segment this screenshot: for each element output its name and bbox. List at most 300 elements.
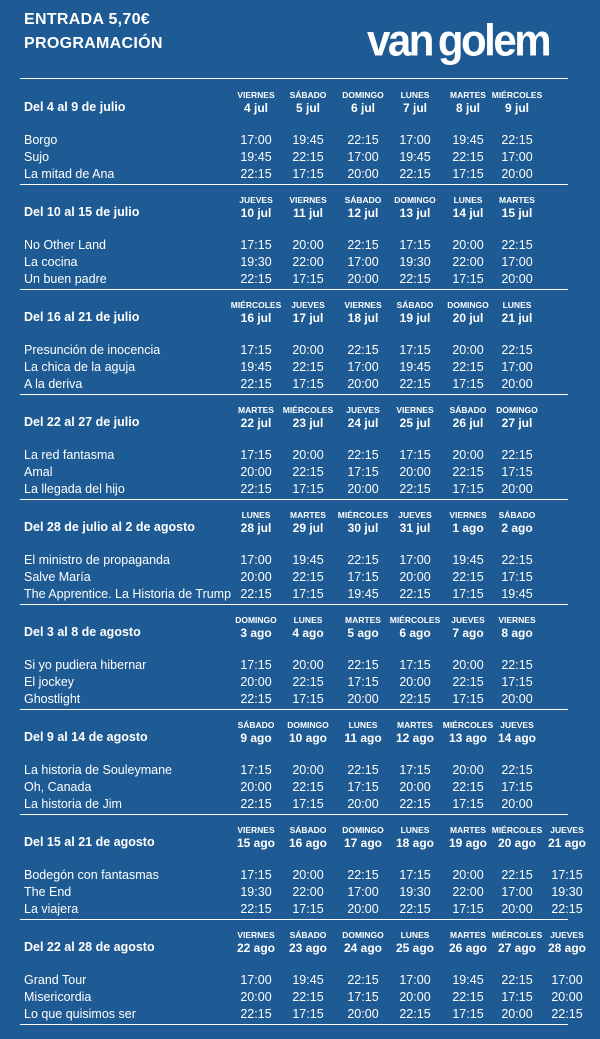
day-name: JUEVES — [398, 510, 432, 520]
showtime: 17:00 — [551, 973, 583, 987]
film-title: Si yo pudiera hibernar — [24, 658, 147, 672]
week-block — [0, 80, 600, 185]
showtime: 17:00 — [240, 133, 272, 147]
film-title: Misericordia — [24, 990, 92, 1004]
showtime: 22:15 — [240, 482, 272, 496]
day-date: 17 jul — [292, 311, 324, 325]
day-name: MARTES — [397, 720, 433, 730]
showtime: 22:15 — [347, 658, 379, 672]
showtime: 19:45 — [399, 150, 431, 164]
week-block — [0, 920, 600, 1025]
film-title: Oh, Canada — [24, 780, 92, 794]
film-title: Borgo — [24, 133, 58, 147]
showtime: 17:00 — [240, 553, 272, 567]
showtime: 20:00 — [501, 167, 533, 181]
day-name: MIÉRCOLES — [442, 720, 494, 730]
showtime: 22:15 — [452, 780, 484, 794]
day-date: 6 ago — [399, 626, 431, 640]
day-header — [226, 825, 286, 850]
showtime: 20:00 — [452, 238, 484, 252]
showtime: 20:00 — [399, 570, 431, 584]
day-name: MARTES — [450, 930, 486, 940]
showtime: 17:15 — [292, 797, 324, 811]
day-header — [385, 825, 445, 850]
showtime: 20:00 — [501, 1007, 533, 1021]
day-name: DOMINGO — [394, 195, 436, 205]
day-date: 4 ago — [292, 626, 324, 640]
film-title: The Apprentice. La Historia de Trump — [24, 587, 232, 601]
showtime: 20:00 — [501, 692, 533, 706]
day-date: 5 ago — [347, 626, 379, 640]
day-date: 13 ago — [448, 731, 487, 745]
showtime: 17:15 — [240, 448, 272, 462]
showtime: 22:15 — [240, 587, 272, 601]
day-date: 6 jul — [350, 101, 375, 115]
showtime: 19:45 — [292, 973, 324, 987]
showtime: 19:45 — [452, 973, 484, 987]
day-name: MIÉRCOLES — [491, 930, 543, 940]
showtime: 20:00 — [292, 868, 324, 882]
day-header — [333, 720, 393, 745]
day-date: 13 jul — [399, 206, 431, 220]
showtime: 19:30 — [399, 255, 431, 269]
day-name: SÁBADO — [396, 300, 434, 310]
showtime: 22:15 — [292, 570, 324, 584]
day-name: VIERNES — [289, 195, 327, 205]
showtime: 17:15 — [452, 692, 484, 706]
day-name: JUEVES — [346, 405, 380, 415]
showtime: 22:15 — [399, 797, 431, 811]
week-range: Del 28 de julio al 2 de agosto — [24, 520, 195, 534]
showtime: 19:45 — [399, 360, 431, 374]
day-name: LUNES — [400, 90, 430, 100]
showtime: 22:15 — [551, 902, 583, 916]
showtime: 17:00 — [347, 150, 379, 164]
showtime: 22:15 — [240, 797, 272, 811]
showtime: 17:00 — [399, 553, 431, 567]
showtime: 22:15 — [452, 570, 484, 584]
showtime: 22:15 — [347, 973, 379, 987]
showtime: 22:15 — [399, 272, 431, 286]
week-block — [0, 290, 600, 395]
showtime: 17:15 — [452, 167, 484, 181]
day-header — [487, 90, 547, 115]
showtime: 22:15 — [240, 1007, 272, 1021]
showtime: 22:15 — [452, 360, 484, 374]
day-header — [278, 90, 338, 115]
showtime: 17:00 — [399, 973, 431, 987]
day-name: DOMINGO — [496, 405, 538, 415]
day-date: 22 ago — [236, 941, 275, 955]
day-name: MIÉRCOLES — [337, 510, 389, 520]
showtime: 20:00 — [347, 692, 379, 706]
day-date: 26 jul — [452, 416, 484, 430]
day-header — [278, 720, 338, 745]
day-name: LUNES — [348, 720, 378, 730]
day-name: SÁBADO — [449, 405, 487, 415]
week-block — [0, 815, 600, 920]
day-header — [226, 405, 286, 430]
showtime: 20:00 — [240, 465, 272, 479]
showtime: 17:15 — [240, 868, 272, 882]
day-date: 26 ago — [448, 941, 487, 955]
film-title: Presunción de inocencia — [24, 343, 161, 357]
showtime: 19:45 — [240, 360, 272, 374]
week-range: Del 22 al 27 de julio — [24, 415, 140, 429]
showtime: 22:15 — [292, 150, 324, 164]
showtime: 22:15 — [347, 238, 379, 252]
day-header — [333, 615, 393, 640]
day-header — [226, 300, 286, 325]
showtime: 20:00 — [292, 658, 324, 672]
showtime: 19:45 — [240, 150, 272, 164]
day-header — [487, 720, 547, 745]
showtime: 22:15 — [452, 465, 484, 479]
day-name: DOMINGO — [447, 300, 489, 310]
day-date: 9 jul — [504, 101, 529, 115]
showtime: 20:00 — [240, 780, 272, 794]
film-title: La viajera — [24, 902, 79, 916]
showtime: 22:15 — [501, 448, 533, 462]
day-header — [278, 510, 338, 535]
showtime: 19:30 — [240, 885, 272, 899]
showtime: 20:00 — [347, 377, 379, 391]
showtime: 17:15 — [292, 167, 324, 181]
day-header — [385, 720, 445, 745]
day-date: 19 ago — [448, 836, 487, 850]
day-date: 20 jul — [452, 311, 484, 325]
showtime: 22:15 — [240, 377, 272, 391]
showtime: 17:15 — [292, 377, 324, 391]
showtime: 17:15 — [399, 763, 431, 777]
showtime: 20:00 — [347, 797, 379, 811]
day-name: MIÉRCOLES — [230, 300, 282, 310]
showtime: 22:15 — [399, 902, 431, 916]
showtime: 20:00 — [240, 570, 272, 584]
day-header — [385, 90, 445, 115]
day-name: LUNES — [293, 615, 323, 625]
showtime: 22:15 — [292, 465, 324, 479]
day-header — [333, 510, 393, 535]
showtime: 17:15 — [292, 272, 324, 286]
day-date: 7 jul — [402, 101, 427, 115]
showtime: 22:15 — [399, 692, 431, 706]
day-name: LUNES — [400, 930, 430, 940]
day-name: SÁBADO — [498, 510, 536, 520]
showtime: 17:15 — [347, 570, 379, 584]
showtime: 20:00 — [292, 448, 324, 462]
day-name: JUEVES — [500, 720, 534, 730]
showtime: 22:15 — [399, 1007, 431, 1021]
showtime: 20:00 — [347, 902, 379, 916]
film-title: La llegada del hijo — [24, 482, 125, 496]
day-date: 11 jul — [292, 206, 324, 220]
film-title: The End — [24, 885, 72, 899]
showtime: 20:00 — [399, 675, 431, 689]
showtime: 19:45 — [292, 133, 324, 147]
day-name: MARTES — [450, 90, 486, 100]
day-header — [278, 825, 338, 850]
showtime: 22:00 — [292, 885, 324, 899]
day-name: DOMINGO — [342, 930, 384, 940]
showtime: 20:00 — [452, 868, 484, 882]
week-block — [0, 605, 600, 710]
day-name: MARTES — [345, 615, 381, 625]
day-date: 14 jul — [452, 206, 484, 220]
day-date: 4 jul — [243, 101, 268, 115]
day-name: DOMINGO — [235, 615, 277, 625]
logo-part2: golem — [437, 15, 550, 66]
day-name: JUEVES — [291, 300, 325, 310]
price-label: ENTRADA 5,70€ — [24, 11, 151, 28]
day-name: LUNES — [400, 825, 430, 835]
showtime: 17:15 — [399, 238, 431, 252]
day-date: 23 ago — [288, 941, 327, 955]
day-name: VIERNES — [237, 930, 275, 940]
week-block — [0, 710, 600, 815]
showtime: 22:15 — [501, 238, 533, 252]
showtime: 20:00 — [399, 990, 431, 1004]
week-range: Del 16 al 21 de julio — [24, 310, 140, 324]
day-name: VIERNES — [237, 90, 275, 100]
showtime: 22:15 — [399, 377, 431, 391]
showtime: 20:00 — [501, 377, 533, 391]
showtime: 22:15 — [240, 272, 272, 286]
showtime: 17:15 — [399, 448, 431, 462]
day-header — [537, 825, 597, 850]
day-date: 22 jul — [240, 416, 272, 430]
film-title: No Other Land — [24, 238, 106, 252]
day-name: JUEVES — [550, 825, 584, 835]
film-title: La cocina — [24, 255, 78, 269]
showtime: 20:00 — [347, 1007, 379, 1021]
showtime: 22:15 — [452, 675, 484, 689]
showtime: 20:00 — [501, 797, 533, 811]
showtime: 19:45 — [501, 587, 533, 601]
program-label: PROGRAMACIÓN — [24, 35, 163, 52]
showtime: 17:15 — [452, 1007, 484, 1021]
showtime: 22:15 — [347, 133, 379, 147]
showtime: 17:15 — [501, 570, 533, 584]
film-title: La mitad de Ana — [24, 167, 115, 181]
day-name: DOMINGO — [342, 825, 384, 835]
showtime: 22:15 — [501, 763, 533, 777]
logo — [367, 17, 549, 65]
day-date: 9 ago — [240, 731, 272, 745]
day-date: 19 jul — [399, 311, 431, 325]
showtime: 17:15 — [347, 675, 379, 689]
film-title: A la deriva — [24, 377, 83, 391]
day-name: VIERNES — [498, 615, 536, 625]
showtime: 20:00 — [347, 167, 379, 181]
film-title: La chica de la aguja — [24, 360, 136, 374]
day-date: 25 jul — [399, 416, 431, 430]
showtime: 20:00 — [501, 272, 533, 286]
showtime: 17:15 — [292, 1007, 324, 1021]
day-header — [385, 930, 445, 955]
showtime: 17:00 — [399, 133, 431, 147]
showtime: 20:00 — [501, 902, 533, 916]
day-name: VIERNES — [237, 825, 275, 835]
showtime: 22:15 — [240, 167, 272, 181]
showtime: 22:15 — [347, 448, 379, 462]
showtime: 20:00 — [501, 482, 533, 496]
week-block — [0, 395, 600, 500]
showtime: 17:15 — [551, 868, 583, 882]
film-title: Grand Tour — [24, 973, 87, 987]
showtime: 17:15 — [292, 692, 324, 706]
film-title: La historia de Jim — [24, 797, 122, 811]
day-date: 8 jul — [455, 101, 480, 115]
showtime: 17:00 — [240, 973, 272, 987]
film-title: La historia de Souleymane — [24, 763, 173, 777]
week-range: Del 22 al 28 de agosto — [24, 940, 155, 954]
film-title: El jockey — [24, 675, 75, 689]
day-date: 24 jul — [347, 416, 379, 430]
showtime: 20:00 — [452, 448, 484, 462]
week-range: Del 10 al 15 de julio — [24, 205, 140, 219]
day-name: LUNES — [502, 300, 532, 310]
day-name: SÁBADO — [344, 195, 382, 205]
day-name: MIÉRCOLES — [389, 615, 441, 625]
day-date: 24 ago — [343, 941, 382, 955]
day-date: 12 ago — [395, 731, 434, 745]
day-header — [278, 195, 338, 220]
day-date: 20 ago — [497, 836, 536, 850]
showtime: 19:45 — [452, 133, 484, 147]
showtime: 19:30 — [551, 885, 583, 899]
showtime: 22:15 — [240, 692, 272, 706]
showtime: 22:15 — [501, 973, 533, 987]
showtime: 20:00 — [452, 343, 484, 357]
showtime: 17:00 — [347, 255, 379, 269]
day-date: 10 ago — [288, 731, 327, 745]
showtime: 17:15 — [399, 868, 431, 882]
day-header — [278, 615, 338, 640]
showtime: 22:15 — [501, 343, 533, 357]
day-header — [385, 615, 445, 640]
day-date: 27 ago — [497, 941, 536, 955]
showtime: 20:00 — [240, 675, 272, 689]
showtime: 17:15 — [452, 587, 484, 601]
day-date: 18 ago — [395, 836, 434, 850]
day-date: 5 jul — [295, 101, 320, 115]
showtime: 20:00 — [240, 990, 272, 1004]
showtime: 17:00 — [347, 360, 379, 374]
showtime: 17:15 — [240, 343, 272, 357]
showtime: 22:15 — [347, 868, 379, 882]
day-name: JUEVES — [451, 615, 485, 625]
showtime: 22:15 — [292, 780, 324, 794]
showtime: 22:00 — [452, 885, 484, 899]
film-title: Sujo — [24, 150, 50, 164]
day-date: 1 ago — [452, 521, 484, 535]
day-header — [226, 510, 286, 535]
day-name: MARTES — [238, 405, 274, 415]
day-header — [278, 405, 338, 430]
day-date: 7 ago — [452, 626, 484, 640]
day-name: LUNES — [453, 195, 483, 205]
day-name: JUEVES — [239, 195, 273, 205]
showtime: 19:45 — [452, 553, 484, 567]
week-block — [0, 185, 600, 290]
showtime: 22:15 — [452, 150, 484, 164]
showtime: 22:15 — [501, 133, 533, 147]
showtime: 22:15 — [501, 658, 533, 672]
day-name: SÁBADO — [289, 825, 327, 835]
showtime: 22:15 — [347, 553, 379, 567]
top-divider — [20, 78, 568, 79]
showtime: 22:15 — [292, 360, 324, 374]
day-header — [487, 615, 547, 640]
day-date: 31 jul — [399, 521, 431, 535]
week-block — [0, 500, 600, 605]
showtime: 17:00 — [347, 885, 379, 899]
showtime: 17:15 — [452, 902, 484, 916]
showtime: 20:00 — [292, 238, 324, 252]
showtime: 20:00 — [292, 343, 324, 357]
day-date: 8 ago — [501, 626, 533, 640]
film-title: El ministro de propaganda — [24, 553, 170, 567]
showtime: 20:00 — [292, 763, 324, 777]
showtime: 22:15 — [452, 990, 484, 1004]
day-header — [487, 405, 547, 430]
day-date: 25 ago — [395, 941, 434, 955]
day-date: 27 jul — [501, 416, 533, 430]
week-range: Del 9 al 14 de agosto — [24, 730, 148, 744]
day-date: 23 jul — [292, 416, 324, 430]
day-header — [385, 510, 445, 535]
week-range: Del 4 al 9 de julio — [24, 100, 126, 114]
day-header — [226, 195, 286, 220]
showtime: 17:15 — [240, 238, 272, 252]
showtime: 17:15 — [240, 763, 272, 777]
week-divider — [20, 1024, 568, 1025]
showtime: 17:15 — [452, 272, 484, 286]
showtime: 19:30 — [240, 255, 272, 269]
showtime: 22:15 — [551, 1007, 583, 1021]
day-name: SÁBADO — [237, 720, 275, 730]
showtime: 17:00 — [501, 885, 533, 899]
showtime: 17:15 — [347, 465, 379, 479]
day-date: 28 jul — [240, 521, 272, 535]
day-name: MIÉRCOLES — [491, 825, 543, 835]
film-title: Un buen padre — [24, 272, 107, 286]
day-date: 15 ago — [236, 836, 275, 850]
logo-part1: van — [367, 15, 432, 66]
day-name: MARTES — [290, 510, 326, 520]
showtime: 17:15 — [240, 658, 272, 672]
film-title: Bodegón con fantasmas — [24, 868, 159, 882]
showtime: 17:15 — [501, 675, 533, 689]
showtime: 17:00 — [501, 360, 533, 374]
day-header — [226, 930, 286, 955]
day-header — [333, 825, 393, 850]
day-date: 21 ago — [547, 836, 586, 850]
film-title: Amal — [24, 465, 53, 479]
day-name: DOMINGO — [342, 90, 384, 100]
showtime: 17:15 — [501, 780, 533, 794]
day-name: MIÉRCOLES — [282, 405, 334, 415]
showtime: 22:15 — [240, 902, 272, 916]
showtime: 17:15 — [452, 797, 484, 811]
showtime: 17:00 — [501, 255, 533, 269]
showtime: 17:15 — [452, 482, 484, 496]
day-date: 15 jul — [501, 206, 533, 220]
day-date: 30 jul — [347, 521, 379, 535]
showtime: 20:00 — [551, 990, 583, 1004]
day-header — [278, 930, 338, 955]
